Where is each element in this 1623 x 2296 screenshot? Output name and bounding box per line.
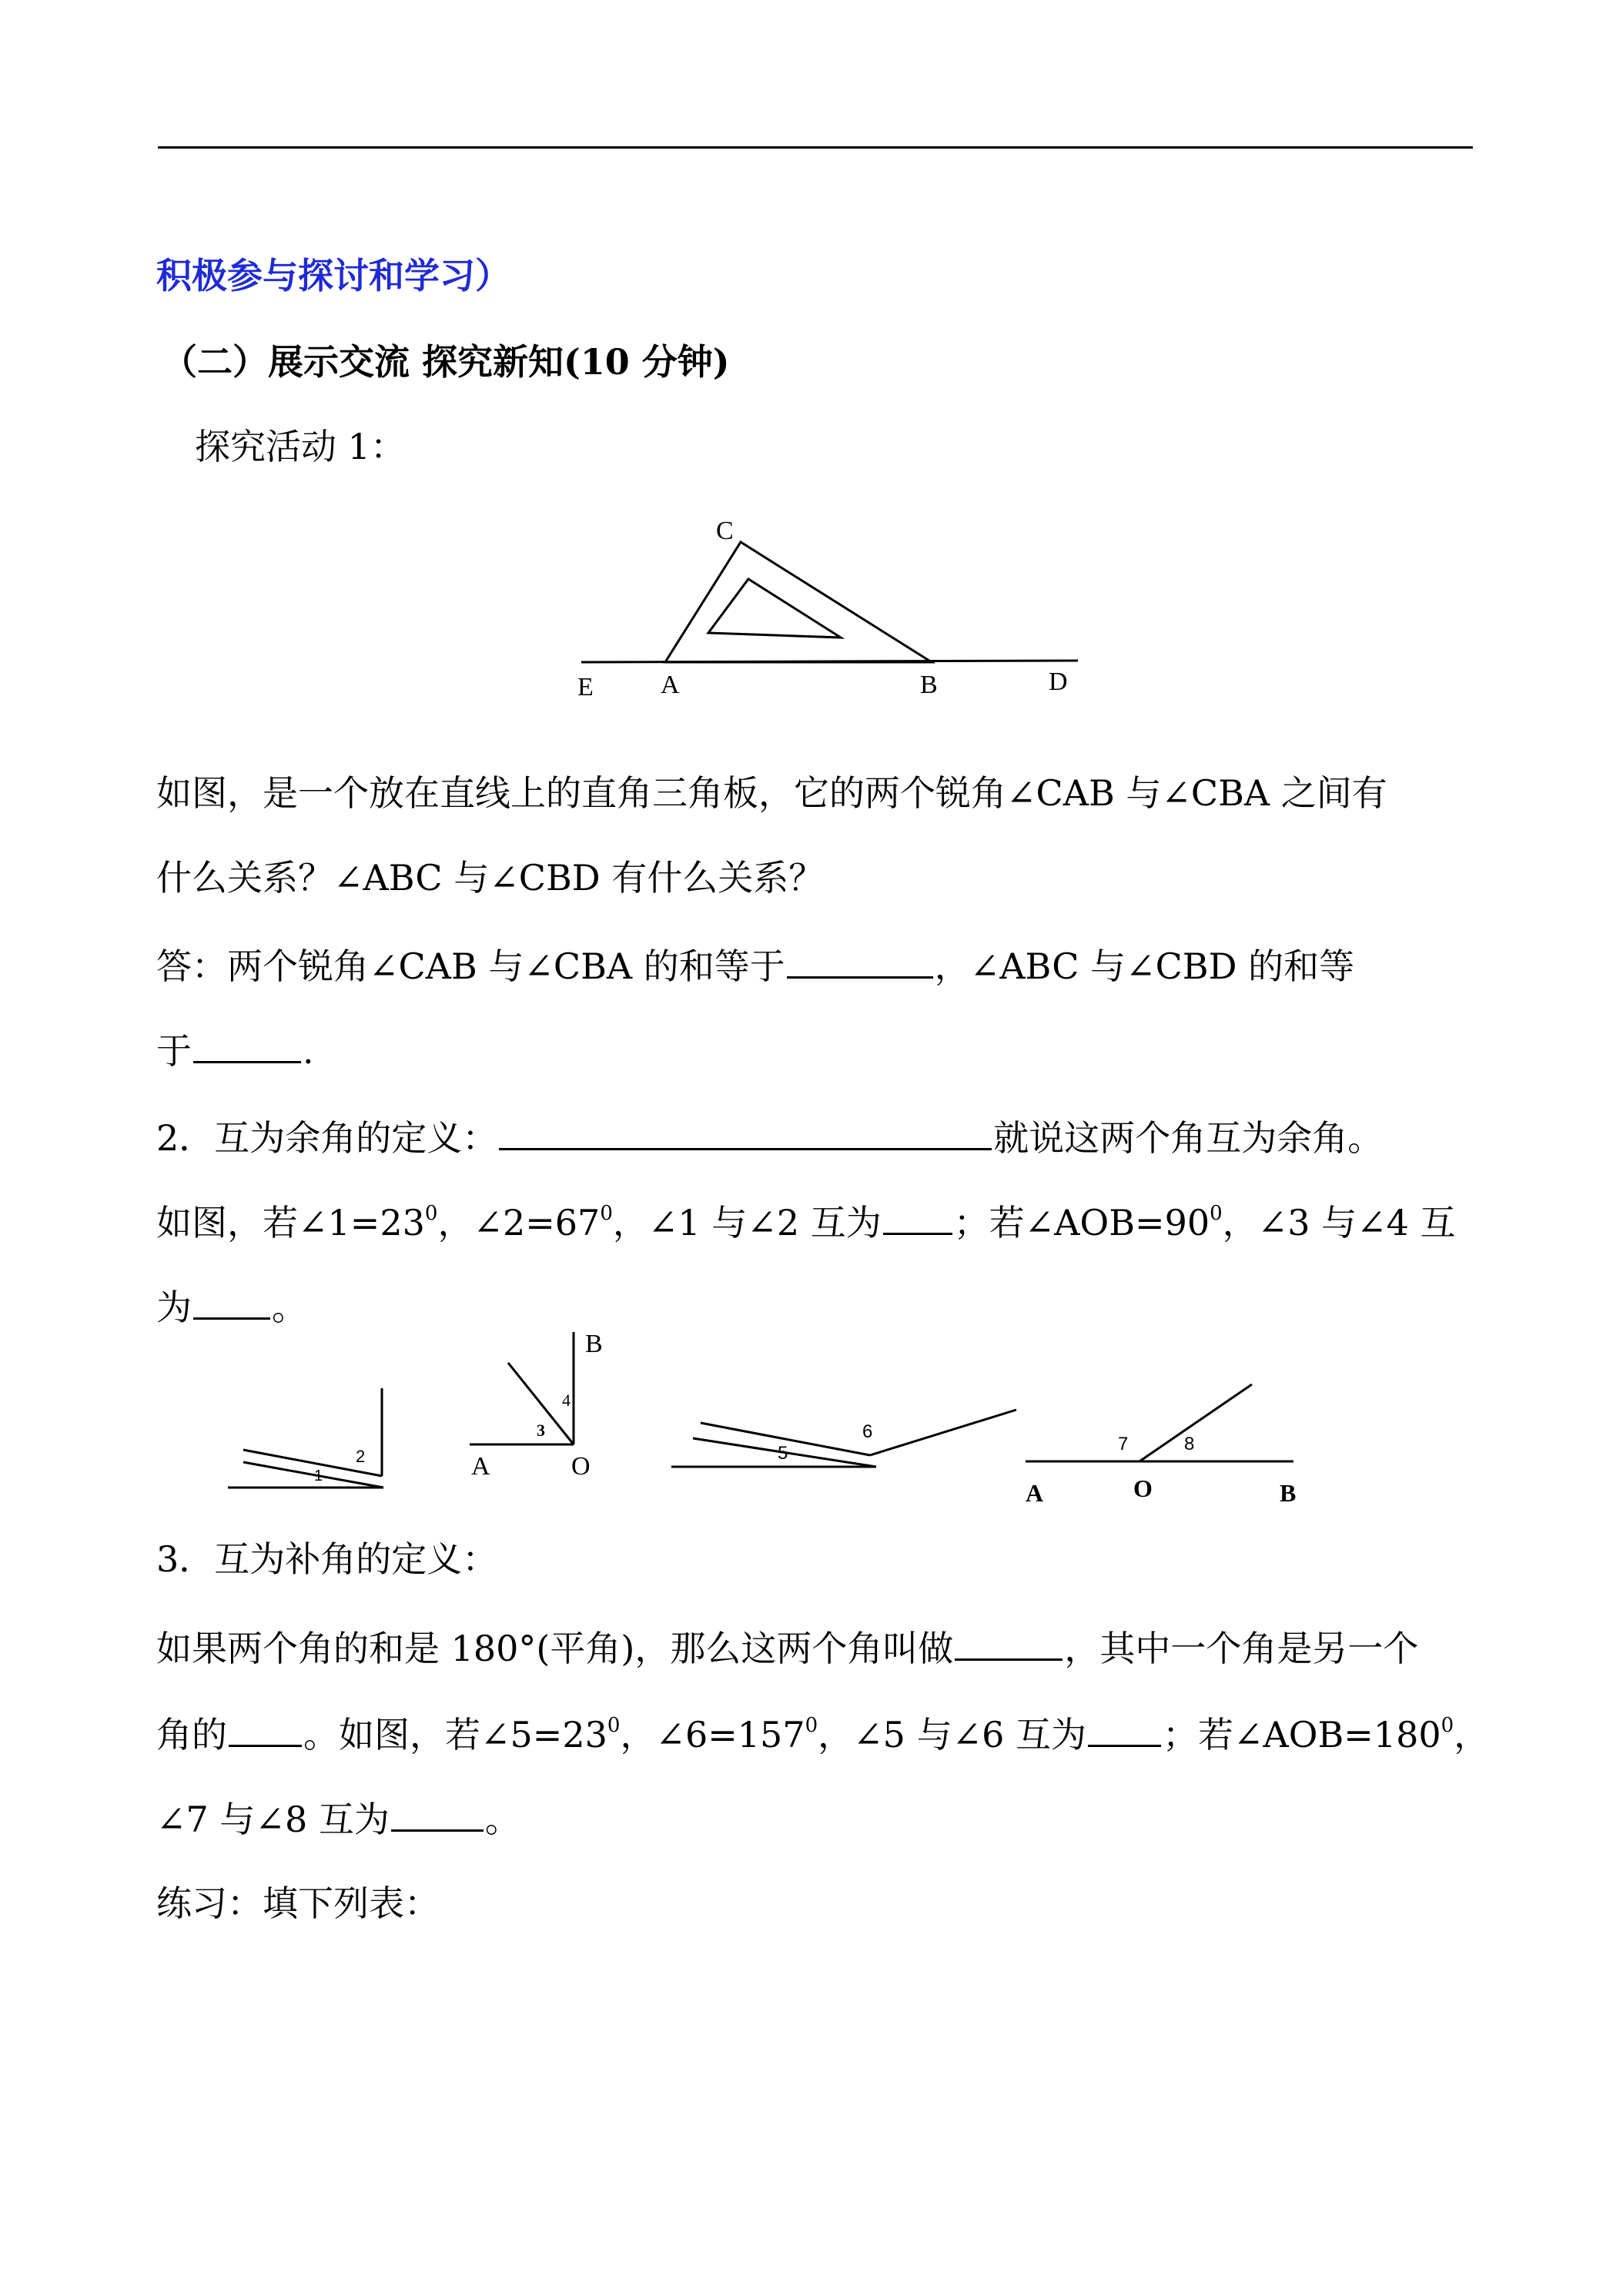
item2-line3: 为 。 [156,1282,307,1330]
activity-label: 探究活动 1： [195,426,406,467]
svg-text:A: A [471,1452,490,1481]
svg-text:8: 8 [1184,1434,1195,1454]
set-square-inner [708,579,841,638]
blue-heading: 积极参与探讨和学习） [156,255,510,296]
item3-line1: 3．互为补角的定义： [156,1538,498,1580]
triangle-on-line-figure [570,508,1093,708]
label-d: D [1049,668,1068,696]
svg-text:6: 6 [862,1421,873,1442]
practice-label: 练习：填下列表： [156,1883,440,1924]
item2-line1: 2．互为余角的定义： 就说这两个角互为余角。 [156,1113,1383,1161]
svg-text:O: O [571,1452,591,1481]
label-c: C [716,517,734,545]
paragraph1-line2: 什么关系？∠ABC 与∠CBD 有什么关系？ [156,857,825,899]
svg-text:B: B [1280,1479,1297,1507]
item3-line4: ∠7 与∠8 互为 。 [156,1794,520,1842]
svg-text:4: 4 [562,1391,571,1410]
item2-line2: 如图，若$\angle 1=23^0$，$\angle 2=67^0$，∠1 与∠2 互为 ；若$\angle AOB=90^0$，∠3 与∠4 互 [156,1197,1456,1246]
label-e: E [577,673,594,701]
answer-blank[interactable] [883,1197,952,1235]
section-title: （二）展示交流 探究新知(10 分钟) [162,341,730,383]
definition-blank[interactable] [499,1113,992,1150]
svg-text:A: A [1026,1479,1044,1507]
svg-text:7: 7 [1118,1434,1129,1454]
answer-blank[interactable] [787,941,933,979]
answer-blank[interactable] [391,1794,484,1832]
angles-5-6-figure [662,1359,1032,1482]
svg-text:O: O [1133,1474,1153,1502]
paragraph1-line4: 于 . [156,1026,314,1074]
answer-blank[interactable] [955,1623,1062,1661]
set-square-outer [665,542,932,662]
paragraph1-line1: 如图，是一个放在直线上的直角三角板，它的两个锐角∠CAB 与∠CBA 之间有 [156,772,1387,814]
angles-1-2-figure [223,1367,400,1498]
paragraph1-line3: 答：两个锐角∠CAB 与∠CBA 的和等于 ，∠ABC 与∠CBD 的和等 [156,941,1354,989]
svg-text:5: 5 [778,1443,788,1464]
svg-text:B: B [585,1330,603,1358]
label-b: B [920,671,938,699]
svg-text:1: 1 [314,1468,323,1484]
svg-text:3: 3 [537,1421,545,1440]
answer-blank[interactable] [1088,1709,1161,1747]
angles-3-4-figure [462,1317,624,1486]
top-rule [158,146,1473,149]
svg-text:2: 2 [356,1447,366,1466]
answer-blank[interactable] [193,1026,301,1063]
label-a: A [661,671,680,699]
angles-7-8-figure [1016,1371,1324,1509]
item3-line2: 如果两个角的和是 180°(平角)，那么这两个角叫做 ，其中一个角是另一个 [156,1623,1418,1672]
answer-blank[interactable] [193,1282,270,1320]
item3-line3: 角的 。如图，若$\angle 5=23^0$，$\angle 6=157^0$，∠5 与∠6 互为 ；若$\angle AOB=180^0$， [156,1709,1489,1758]
answer-blank[interactable] [229,1709,302,1747]
